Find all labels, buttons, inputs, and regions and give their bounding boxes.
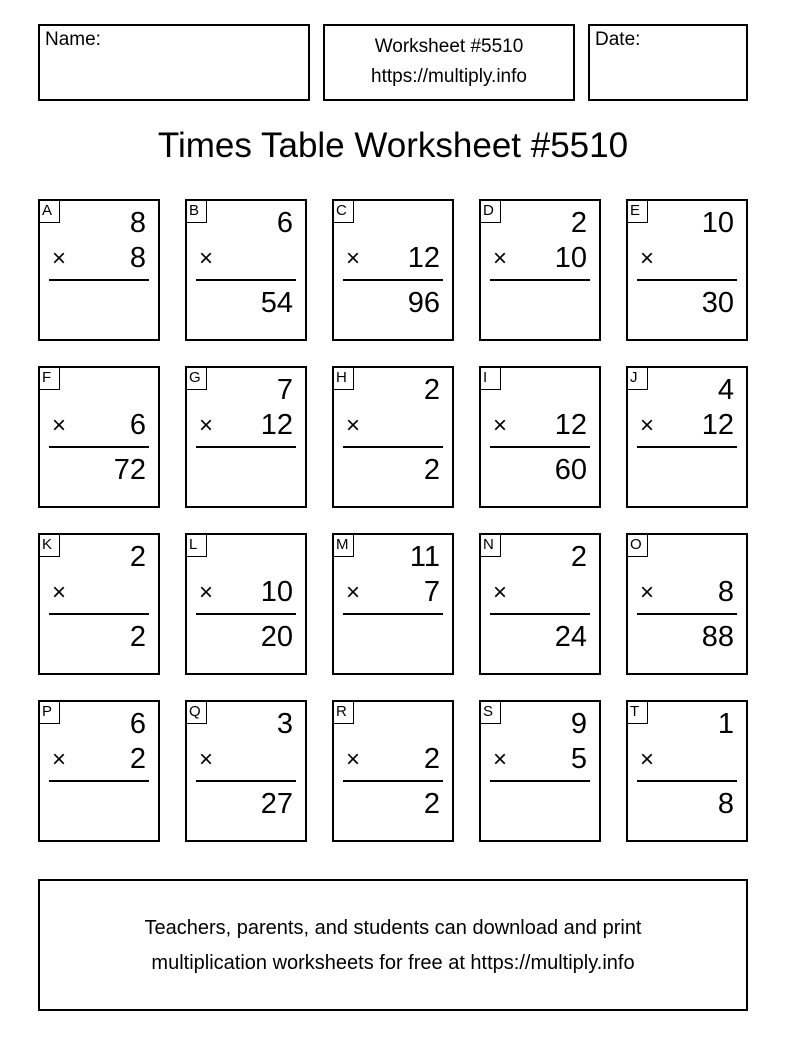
problem-letter: H: [334, 368, 354, 390]
problem-card[interactable]: [38, 700, 160, 842]
multiplier: 8: [129, 242, 146, 274]
problem-card[interactable]: [332, 700, 454, 842]
problem-card[interactable]: [185, 700, 307, 842]
problem-letter: B: [187, 201, 207, 223]
times-sign-icon: ×: [640, 579, 655, 606]
multiplicand: 6: [129, 708, 146, 740]
problem-letter: N: [481, 535, 501, 557]
product-answer[interactable]: 54: [260, 287, 293, 319]
problem-letter: K: [40, 535, 60, 557]
problem-letter: F: [40, 368, 60, 390]
multiplier: 12: [407, 242, 440, 274]
multiplicand: 6: [276, 207, 293, 239]
problem-card[interactable]: [38, 199, 160, 341]
worksheet-number: Worksheet #5510: [374, 36, 524, 57]
answer-rule: [49, 613, 149, 615]
problem-card[interactable]: [185, 366, 307, 508]
multiplier: 7: [423, 576, 440, 608]
name-label: Name:: [45, 29, 101, 50]
product-answer[interactable]: 27: [260, 788, 293, 820]
times-sign-icon: ×: [199, 412, 214, 439]
product-answer[interactable]: 88: [701, 621, 734, 653]
problem-card[interactable]: [185, 533, 307, 675]
answer-rule: [343, 279, 443, 281]
date-field-box[interactable]: [588, 24, 748, 101]
answer-rule: [196, 446, 296, 448]
problem-card[interactable]: [38, 533, 160, 675]
times-sign-icon: ×: [493, 245, 508, 272]
multiplicand: 1: [717, 708, 734, 740]
footer-box: [38, 879, 748, 1011]
page-title: Times Table Worksheet #5510: [157, 126, 629, 165]
times-sign-icon: ×: [493, 579, 508, 606]
answer-rule: [637, 446, 737, 448]
problem-letter: Q: [187, 702, 207, 724]
problem-card[interactable]: [332, 366, 454, 508]
answer-rule: [490, 446, 590, 448]
problem-card[interactable]: [332, 533, 454, 675]
footer-line-1: Teachers, parents, and students can download and print: [144, 917, 642, 939]
answer-rule: [343, 446, 443, 448]
multiplicand: 7: [276, 374, 293, 406]
date-label: Date:: [595, 29, 641, 50]
problem-letter: A: [40, 201, 60, 223]
times-sign-icon: ×: [640, 245, 655, 272]
multiplicand: 2: [570, 541, 587, 573]
problem-card[interactable]: [479, 199, 601, 341]
times-sign-icon: ×: [493, 412, 508, 439]
times-sign-icon: ×: [199, 746, 214, 773]
problem-letter: J: [628, 368, 648, 390]
product-answer[interactable]: 60: [554, 454, 587, 486]
problem-letter: C: [334, 201, 354, 223]
problem-card[interactable]: [38, 366, 160, 508]
problem-card[interactable]: [626, 366, 748, 508]
answer-rule: [490, 279, 590, 281]
times-sign-icon: ×: [493, 746, 508, 773]
problem-letter: G: [187, 368, 207, 390]
multiplier: 8: [717, 576, 734, 608]
multiplicand: 11: [409, 541, 440, 573]
product-answer[interactable]: 2: [129, 621, 146, 653]
problem-letter: T: [628, 702, 648, 724]
problem-letter: P: [40, 702, 60, 724]
times-sign-icon: ×: [640, 746, 655, 773]
problem-card[interactable]: [479, 533, 601, 675]
times-sign-icon: ×: [346, 579, 361, 606]
problem-card[interactable]: [332, 199, 454, 341]
times-sign-icon: ×: [199, 579, 214, 606]
answer-rule: [49, 780, 149, 782]
multiplier: 10: [554, 242, 587, 274]
product-answer[interactable]: 72: [113, 454, 146, 486]
problem-card[interactable]: [479, 700, 601, 842]
problem-letter: E: [628, 201, 648, 223]
answer-rule: [49, 279, 149, 281]
product-answer[interactable]: 96: [407, 287, 440, 319]
answer-rule: [343, 613, 443, 615]
problem-card[interactable]: [479, 366, 601, 508]
product-answer[interactable]: 2: [423, 454, 440, 486]
times-sign-icon: ×: [199, 245, 214, 272]
product-answer[interactable]: 20: [260, 621, 293, 653]
site-url: https://multiply.info: [371, 66, 527, 87]
multiplier: 12: [701, 409, 734, 441]
answer-rule: [196, 613, 296, 615]
answer-rule: [49, 446, 149, 448]
multiplicand: 2: [570, 207, 587, 239]
name-field-box[interactable]: [38, 24, 310, 101]
times-sign-icon: ×: [640, 412, 655, 439]
problem-card[interactable]: [185, 199, 307, 341]
footer-line-2: multiplication worksheets for free at https://multiply.info: [151, 952, 635, 974]
problem-letter: L: [187, 535, 207, 557]
multiplicand: 2: [423, 374, 440, 406]
multiplicand: 4: [717, 374, 734, 406]
problem-card[interactable]: [626, 533, 748, 675]
answer-rule: [343, 780, 443, 782]
multiplier: 5: [570, 743, 587, 775]
answer-rule: [490, 780, 590, 782]
problem-letter: M: [334, 535, 354, 557]
times-sign-icon: ×: [52, 579, 67, 606]
times-sign-icon: ×: [346, 245, 361, 272]
answer-rule: [637, 613, 737, 615]
answer-rule: [637, 780, 737, 782]
problem-letter: R: [334, 702, 354, 724]
product-answer[interactable]: 2: [423, 788, 440, 820]
multiplier: 6: [129, 409, 146, 441]
multiplier: 12: [554, 409, 587, 441]
multiplicand: 10: [701, 207, 734, 239]
product-answer[interactable]: 8: [717, 788, 734, 820]
multiplicand: 2: [129, 541, 146, 573]
answer-rule: [196, 780, 296, 782]
answer-rule: [490, 613, 590, 615]
multiplicand: 8: [129, 207, 146, 239]
multiplicand: 9: [570, 708, 587, 740]
product-answer[interactable]: 24: [554, 621, 587, 653]
multiplier: 2: [423, 743, 440, 775]
answer-rule: [637, 279, 737, 281]
problem-card[interactable]: [626, 199, 748, 341]
worksheet-info-box: [323, 24, 575, 101]
problem-letter: I: [481, 368, 501, 390]
multiplier: 10: [260, 576, 293, 608]
times-sign-icon: ×: [52, 746, 67, 773]
times-sign-icon: ×: [52, 245, 67, 272]
multiplier: 12: [260, 409, 293, 441]
problem-card[interactable]: [626, 700, 748, 842]
multiplier: 2: [129, 743, 146, 775]
answer-rule: [196, 279, 296, 281]
times-sign-icon: ×: [346, 746, 361, 773]
multiplicand: 3: [276, 708, 293, 740]
times-sign-icon: ×: [346, 412, 361, 439]
times-sign-icon: ×: [52, 412, 67, 439]
product-answer[interactable]: 30: [701, 287, 734, 319]
problem-letter: O: [628, 535, 648, 557]
problem-letter: D: [481, 201, 501, 223]
problem-letter: S: [481, 702, 501, 724]
